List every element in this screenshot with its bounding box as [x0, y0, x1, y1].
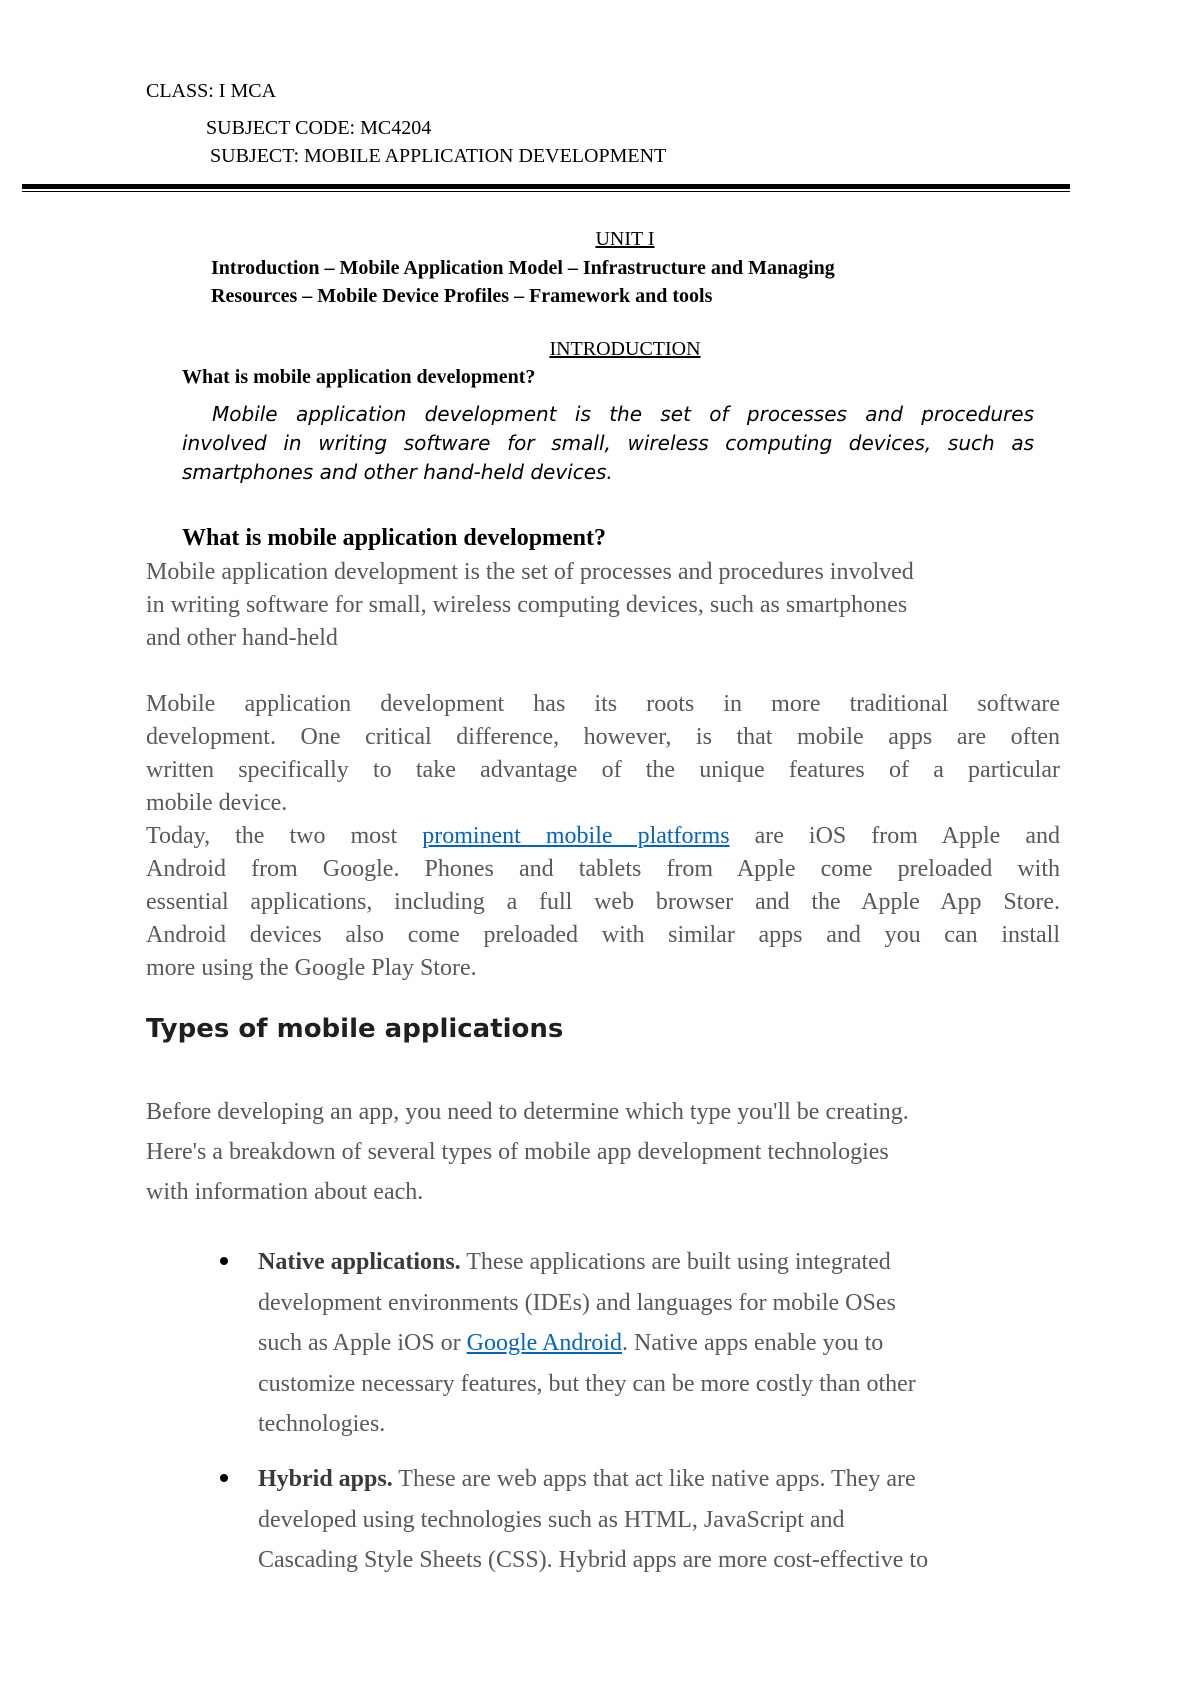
bullet-line [258, 1459, 928, 1500]
paragraph-line: mobile device. [146, 790, 288, 816]
header-rule-thin [22, 191, 1070, 192]
paragraph-line: essential applications, including a full web browser and the Apple App Store. [146, 889, 1060, 915]
bullet-line: development environments (IDEs) and languages for mobile OSes [258, 1289, 896, 1316]
unit-title: UNIT I [595, 228, 655, 250]
subject-code: SUBJECT CODE: MC4204 [206, 117, 432, 139]
bullet-text: . Native apps enable you to [621, 1330, 884, 1356]
paragraph-line: and other hand-held [146, 625, 338, 651]
header-rule [22, 184, 1070, 189]
bullet-title: Hybrid apps. [258, 1466, 393, 1492]
paragraph-text: are iOS from Apple and [754, 823, 1060, 849]
paragraph-line: with information about each. [146, 1179, 424, 1205]
subject-title: SUBJECT: MOBILE APPLICATION DEVELOPMENT [210, 145, 667, 167]
types-heading: Types of mobile applications [146, 1014, 564, 1044]
bullet-text: These applications are built using integrated [460, 1249, 891, 1275]
paragraph-3 [146, 820, 1060, 985]
paragraph-line: Android devices also come preloaded with similar apps and you can install [146, 922, 1060, 948]
bullet-line: technologies. [258, 1411, 386, 1437]
bullet-icon [220, 1257, 228, 1265]
paragraph-2 [146, 688, 1060, 820]
definition-line: Mobile application development is the set of processes and procedures [212, 402, 1034, 426]
bullet-line: Cascading Style Sheets (CSS). Hybrid apps are more cost-effective to [258, 1547, 929, 1573]
class-line: CLASS: I MCA [146, 80, 277, 102]
paragraph-1 [146, 556, 1060, 655]
introduction-heading: INTRODUCTION [549, 338, 701, 360]
bullet-text: such as Apple iOS or [258, 1330, 467, 1356]
syllabus-line-2: Resources – Mobile Device Profiles – Framework and tools [211, 285, 713, 307]
paragraph-text: Today, the two most [146, 823, 398, 849]
bullet-line [258, 1323, 916, 1364]
definition-block [182, 400, 1034, 487]
bullet-title: Native applications. [258, 1249, 461, 1275]
question-1: What is mobile application development? [182, 366, 536, 388]
bullet-line: customize necessary features, but they can be more costly than other [258, 1370, 916, 1397]
paragraph-line-with-link [146, 820, 1060, 853]
paragraph-line: Android from Google. Phones and tablets from Apple come preloaded with [146, 856, 1060, 882]
paragraph-line: development. One critical difference, however, is that mobile apps are often [146, 724, 1060, 750]
bullet-icon [220, 1474, 228, 1482]
paragraph-line: more using the Google Play Store. [146, 955, 477, 981]
prominent-mobile-platforms-link[interactable]: prominent mobile platforms [422, 823, 730, 849]
question-2: What is mobile application development? [182, 525, 607, 551]
google-android-link[interactable]: Google Android [466, 1330, 622, 1356]
bullet-line [258, 1242, 916, 1283]
bullet-hybrid [258, 1459, 928, 1581]
paragraph-line: Here's a breakdown of several types of mobile app development technologies [146, 1139, 889, 1165]
syllabus-line-1: Introduction – Mobile Application Model – Infrastructure and Managing [211, 257, 835, 279]
paragraph-line: Before developing an app, you need to determine which type you'll be creating. [146, 1099, 909, 1125]
types-intro [146, 1092, 909, 1212]
paragraph-line: in writing software for small, wireless computing devices, such as smartphones [146, 592, 908, 618]
bullet-text: These are web apps that act like native apps. They are [392, 1466, 916, 1492]
paragraph-line: Mobile application development has its roots in more traditional software [146, 691, 1060, 717]
bullet-line: developed using technologies such as HTML, JavaScript and [258, 1506, 845, 1533]
paragraph-line: written specifically to take advantage of the unique features of a particular [146, 757, 1060, 783]
definition-line: smartphones and other hand-held devices. [182, 460, 613, 484]
bullet-native [258, 1242, 916, 1445]
paragraph-line: Mobile application development is the set of processes and procedures involved [146, 559, 914, 585]
definition-line: involved in writing software for small, wireless computing devices, such as [182, 431, 1034, 455]
